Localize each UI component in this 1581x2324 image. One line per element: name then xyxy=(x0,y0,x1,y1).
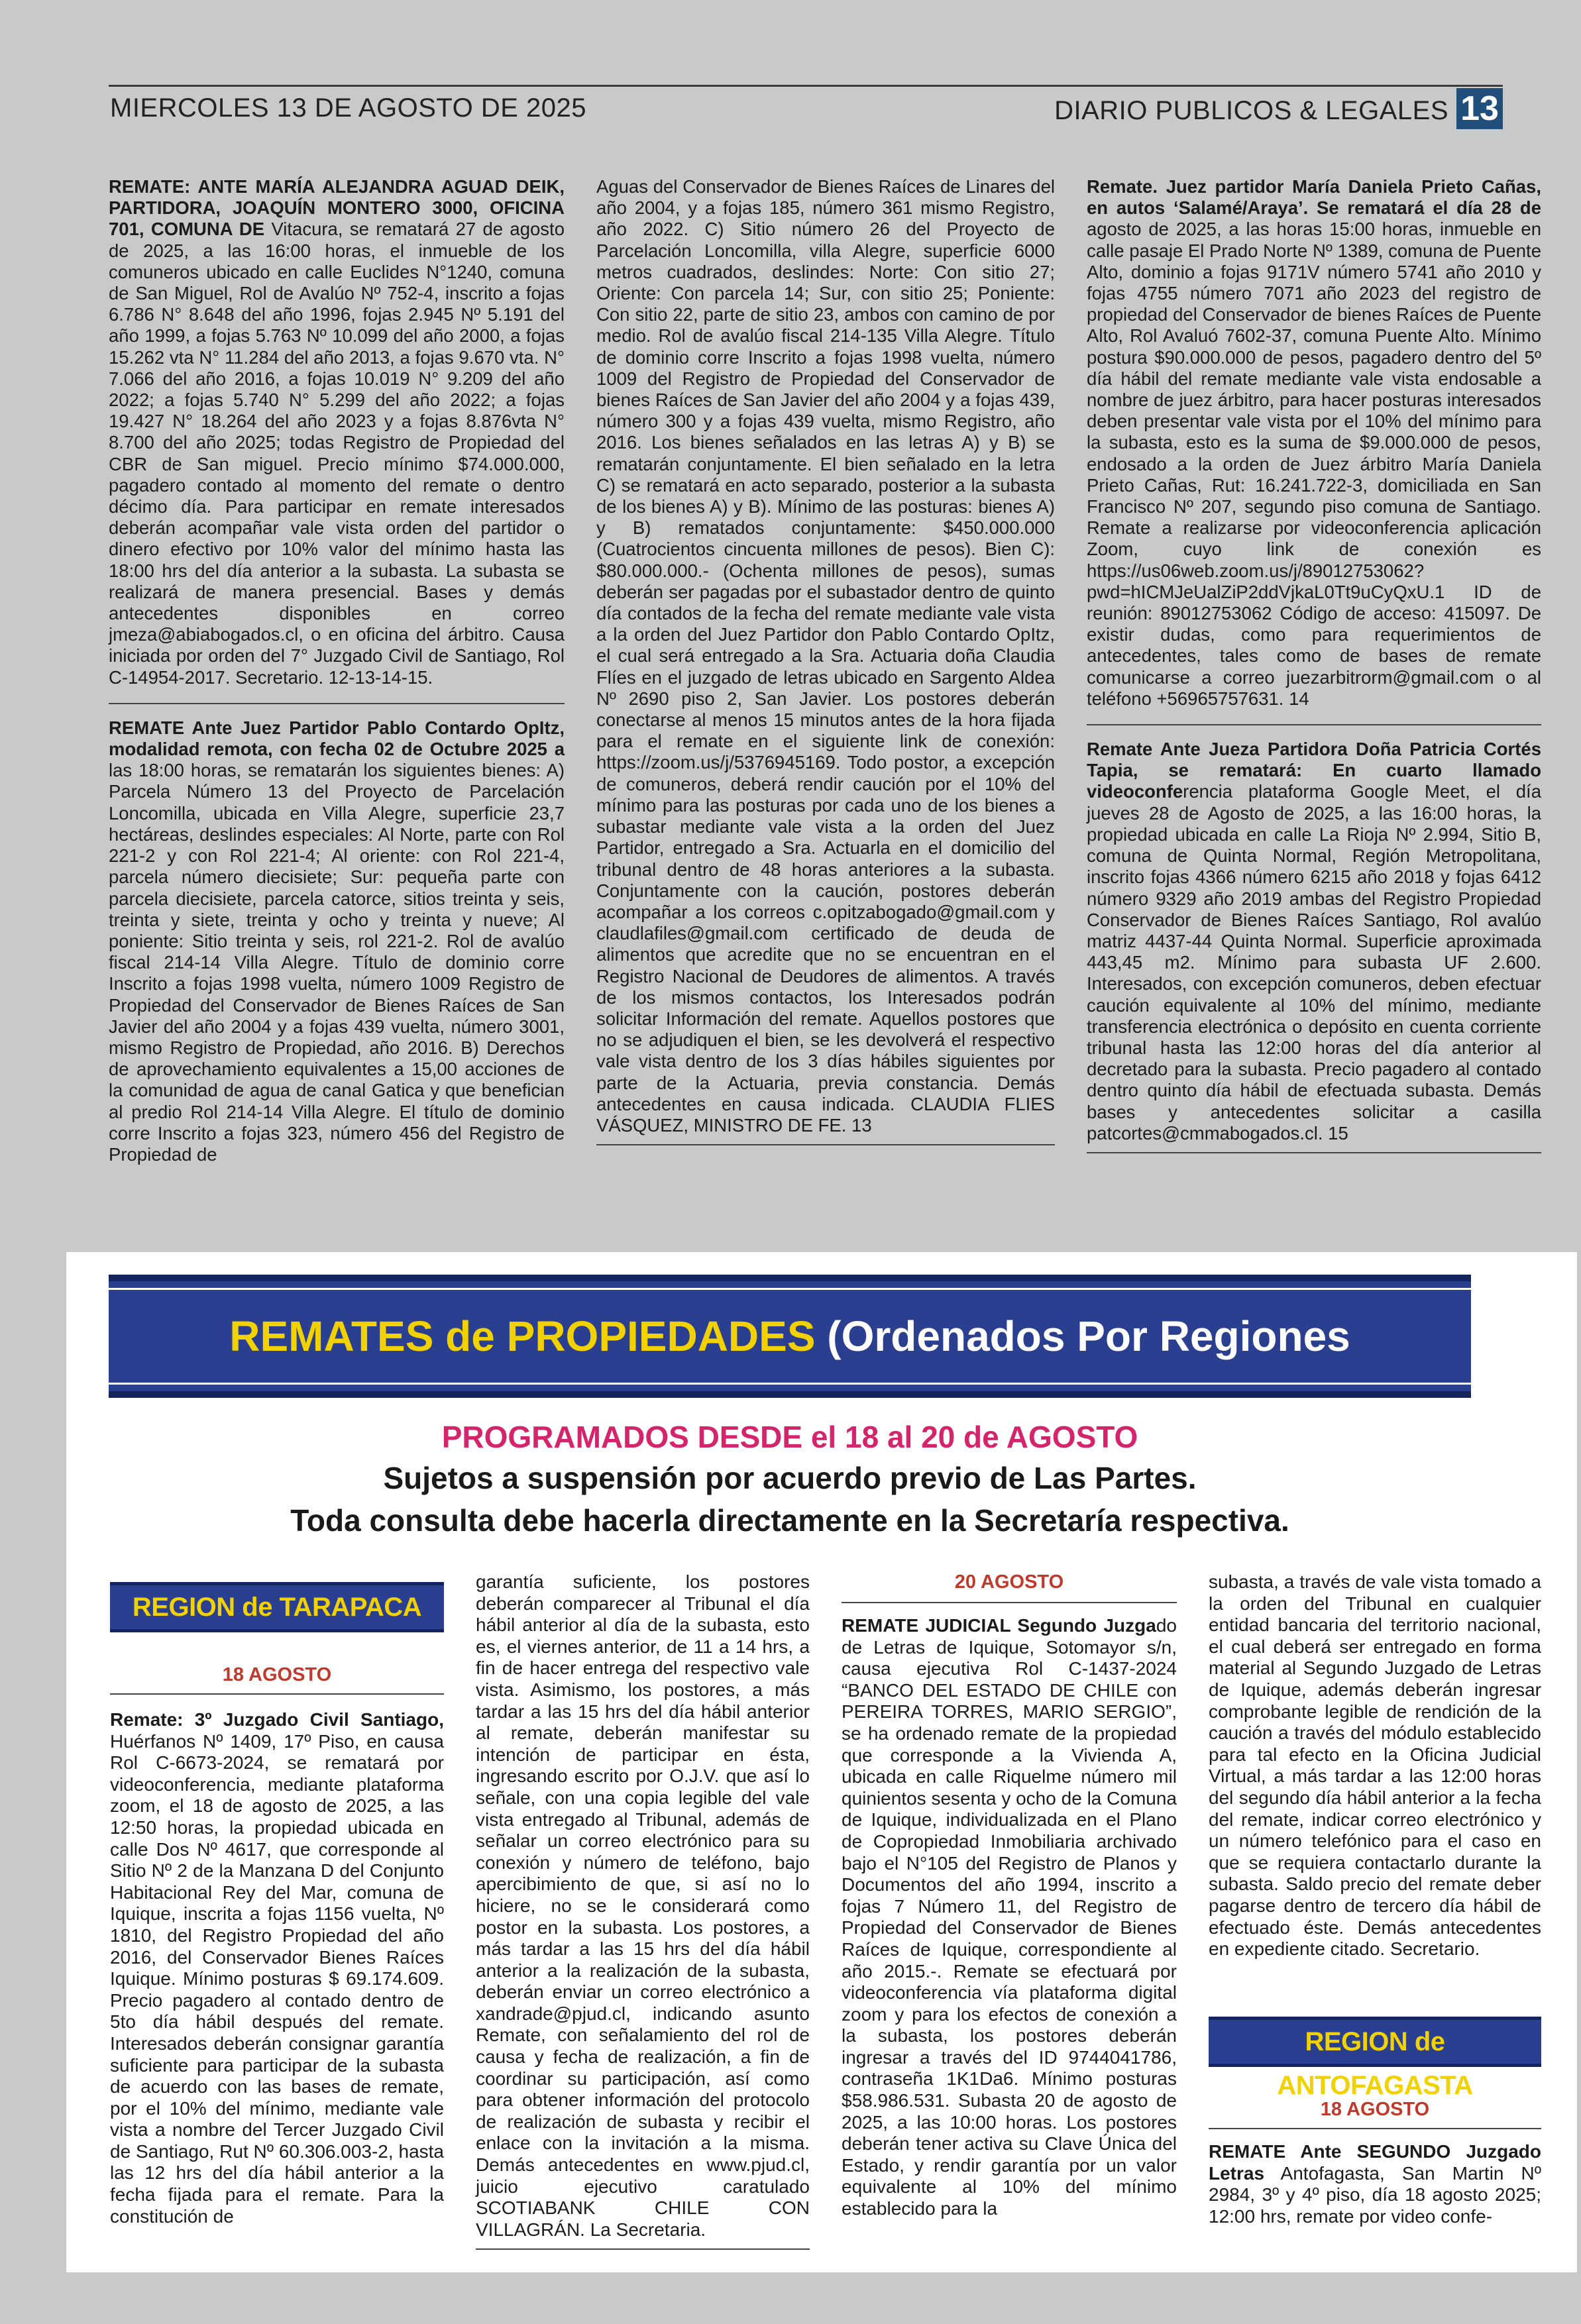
date-rule xyxy=(110,1693,444,1695)
notice-body: Vitacura, se rematará 27 de agosto de 2025, a las 16:00 horas, el inmueble de los comuneros ubicado en calle Euclides N°1240, comuna de San Miguel, Rol de Avalúo Nº 752-4, inscrito a fojas 6.786 N° 8.648 del año 1996, fojas 2.945 Nº 5.191 del año 1999, a fojas 5.763 Nº 10.099 del año 2000, a fojas 15.262 vta N° 11.284 del año 2013, a fojas 9.670 vta. N° 7.066 del año 2016, a fojas 10.019 N° 9.209 del año 2022; a fojas 5.740 N° 5.299 del año 2022; a fojas 19.427 N° 18.264 del año 2023 y a fojas 8.876vta N° 8.700 del año 2025; todas Registro de Propiedad del CBR de San miguel. Precio mínimo $74.000.000, pagadero contado al momento del remate o dentro décimo día. Para participar en remate interesados deberán acompañar vale vista orden del partidor o dinero efectivo por 10% valor del mínimo hasta las 18:00 hrs del día anterior a la subasta. La subasta se realizará de manera presencial. Bases y demás antecedentes disponibles en correo jmeza@abiabogados.cl, o en oficina del árbitro. Causa iniciada por orden del 7° Juzgado Civil de Santiago, Rol C-14954-2017. Secretario. 12-13-14-15. xyxy=(109,219,565,688)
banner-title xyxy=(109,1281,1471,1391)
date-heading: 18 AGOSTO xyxy=(1320,2099,1430,2120)
page-header xyxy=(109,85,1503,129)
issue-date: MIERCOLES 13 DE AGOSTO DE 2025 xyxy=(110,93,586,123)
date-rule xyxy=(1209,2128,1541,2129)
notice-body: subasta, a través de vale vista tomado a la orden del Tribunal en cualquier entidad bancaria del territorio nacional, el cual deberá ser entregado en forma material al Segundo Juzgado de Letras de Iquique, además deberán ingresar comprobante legible de rendición de la caución a través del módulo establecido para tal efecto en la Oficina Judicial Virtual, a más tardar a las 12:00 horas del segundo día hábil anterior a la fecha del remate, indicar correo electrónico y un número telefónico para el caso en que se requiera contactarlo durante la subasta. Saldo precio del remate deber pagarse dentro de tercero día hábil de efectuado éste. Demás antecedentes en expediente citado. Secretario. xyxy=(1209,1571,1541,1960)
date-heading: 18 AGOSTO xyxy=(222,1664,332,1685)
notice-tercer-juzgado-cont xyxy=(476,1571,810,2250)
suspension-note: Sujetos a suspensión por acuerdo previo de Las Partes. xyxy=(383,1461,1197,1495)
banner-title-main: REMATES de PROPIEDADES xyxy=(229,1312,816,1360)
notice-cortes xyxy=(1087,739,1541,1144)
page-number: 13 xyxy=(1456,88,1503,129)
notice-lead: REMATE: ANTE MARÍA ALEJANDRA AGUAD DEIK, PARTIDORA, JOAQUÍN MONTERO 3000, OFICINA 701, COMUNA DE xyxy=(109,176,565,240)
notice-body: Huérfanos Nº 1409, 17º Piso, en causa Rol C-6673-2024, se rematará por videoconferencia, mediante plataforma zoom, el 18 de agosto de 2025, a las 12:50 horas, la propiedad ubicada en calle Dos Nº 4617, que corresponde al Sitio Nº 2 de la Manzana D del Conjunto Habitacional Rey del Mar, comuna de Iquique, inscrita a fojas 1156 vuelta, Nº 1810, del Registro Propiedad del año 2016, del Conservador Bienes Raíces Iquique. Mínimo posturas $ 69.174.609. Precio pagadero al contado dentro de 5to día hábil después del remate. Interesados deberán consignar garantía suficiente para participar de la subasta de acuerdo con las bases de remate, por el 10% del mínimo, mediante vale vista a nombre del Tercer Juzgado Civil de Santiago, Rut Nº 60.306.003-2, hasta las 12 hrs del día hábil anterior a la fecha fijada para el remate. Para la constitución de xyxy=(110,1730,444,2227)
notice-divider xyxy=(109,688,565,704)
notice-segundo-juzgado-iquique-cont xyxy=(1209,1571,1541,1960)
notice-body: las 18:00 horas, se rematarán los siguientes bienes: A) Parcela Número 13 del Proyecto de Parcelación Loncomilla, ubicada en Villa Alegre, superficie 23,7 hectáreas, deslindes especiales: Al Norte, parte con Rol 221-2 y con Rol 221-4; Al oriente: con Rol 221-4, parcela número diecisiete; Sur: pequeña parte con parcela diecisiete, parcela catorce, sitios treinta y seis, treinta y siete, treinta y ocho y treinta y nueve; Al poniente: Sitio treinta y seis, rol 221-2. Rol de avalúo fiscal 214-14 Villa Alegre. Título de dominio corre Inscrito a fojas 1998 vuelta, número 1009 Registro de Propiedad del Conservador de Bienes Raíces de San Javier del año 2004 y a fojas 439 vuelta, número 3001, mismo Registro de Propiedad, año 2016. B) Derechos de aprovechamiento equivalentes a 15,00 acciones de la comunidad de agua de canal Gatica y que benefician al predio Rol 214-14 Villa Alegre. El título de dominio corre Inscrito a fojas 323, número 456 del Registro de Propiedad de xyxy=(109,760,565,1165)
region-label: REGION de TARAPACA xyxy=(132,1593,422,1622)
contact-note: Toda consulta debe hacerla directamente en la Secretaría respectiva. xyxy=(290,1503,1289,1538)
notice-divider xyxy=(1087,710,1541,725)
schedule-heading: PROGRAMADOS DESDE el 18 al 20 de AGOSTO xyxy=(441,1420,1138,1454)
notice-lead: REMATE Ante SEGUNDO Juzgado Letras xyxy=(1209,2141,1541,2184)
banner-title-sub: (Ordenados Por Regiones xyxy=(815,1312,1350,1360)
notice-body: do de Letras de Iquique, Sotomayor s/n, causa ejecutiva Rol C-1437-2024 “BANCO DEL ESTADO DE CHILE con PEREIRA TORRES, MARIO SERGIO”, se ha ordenado remate de la propiedad que corresponde a la Vivienda A, ubicada en calle Riquelme número mil quinientos sesenta y ocho de la Comuna de Iquique, individualizada en el Plano de Copropiedad Inmobiliaria archivado bajo el N°105 del Registro de Planos y Documentos del año 1994, inscrito a fojas 7 Número 11, del Registro de Propiedad del Conservador de Bienes Raíces de Iquique, correspondiente al año 2015.-. Remate se efectuará por videoconferencia vía plataforma digital zoom y para los efectos de conexión a la subasta, los postores deberán ingresar a través del ID 9744041786, contraseña 1K1Da6. Mínimo posturas $58.986.531. Subasta 20 de agosto de 2025, a las 10:00 horas. Los postores deberán tener activa su Clave Única del Estado, y rendir garantía por un valor equivalente al 10% del mínimo establecido para la xyxy=(842,1615,1177,2219)
notice-body: agosto de 2025, a las horas 15:00 horas, inmueble en calle pasaje El Prado Norte Nº 1389, comuna de Puente Alto, dominio a fojas 9171V número 5741 año 2010 y fojas 4755 número 7071 año 2023 del registro de propiedad del Conservador de bienes Raíces de Puente Alto, Rol Avaluó 7602-37, comuna Puente Alto. Mínimo postura $90.000.000 de pesos, pagadero dentro del 5º día hábil del remate mediante vale vista endosable a nombre de juez árbitro, para hacer posturas interesados deben presentar vale vista por el 10% del mínimo para la subasta, esto es la suma de $9.000.000 de pesos, endosado a la orden de Juez árbitro María Daniela Prieto Cañas, Rut: 16.241.722-3, domiciliada en San Francisco Nº 207, segundo piso comuna de Santiago. Remate a realizarse por videoconferencia aplicación Zoom, cuyo link de conexión es https://us06web.zoom.us/j/89012753062?pwd=hICMJeUalZiP2ddVjkaL0Tt9uCyQxU.1 ID de reunión: 89012753062 Código de acceso: 415097. De existir dudas, como para requerimientos de antecedentes, tales como de bases de remate comunicarse a correo juezarbitrorm@gmail.com o al teléfono +56965757631. 14 xyxy=(1087,219,1541,709)
notice-lead: Remate Ante Jueza Partidora Doña Patricia Cortés Tapia, se rematará: En cuarto llamado videoconfe xyxy=(1087,739,1541,802)
notice-body: rencia plataforma Google Meet, el día jueves 28 de Agosto de 2025, a las 16:00 horas, la propiedad ubicada en calle La Rioja Nº 2.994, Sitio B, comuna de Quinta Normal, Región Metropolitana, inscrito fojas 4366 número 6215 año 2018 y fojas 6412 número 9329 año 2019 ambas del Registro Propiedad Conservador de Bienes Raíces Santiago, Rol avalúo matriz 4437-44 Quinta Normal. Superficie aproximada 443,45 m2. Mínimo para subasta UF 2.600. Interesados, con excepción comuneros, deben efectuar caución equivalente al 10% del mínimo, mediante transferencia electrónica o depósito en cuenta corriente tribunal hasta las 12:00 horas del día anterior al decretado para la subasta. Precio pagadero al contado dentro quinto día hábil de efectuada subasta. Demás bases y antecedentes solicitar a casilla patcortes@cmmabogados.cl. 15 xyxy=(1087,781,1541,1143)
notice-tercer-juzgado xyxy=(110,1709,444,2227)
notice-lead: Remate. Juez partidor María Daniela Prieto Cañas, en autos ‘Salamé/Araya’. Se rematará el día 28 de xyxy=(1087,176,1541,219)
date-rule xyxy=(842,1602,1177,1603)
notice-contardo xyxy=(109,717,565,1165)
notice-divider xyxy=(1087,1144,1541,1153)
region-tarapaca-header xyxy=(110,1582,444,1632)
notice-aguad xyxy=(109,176,565,688)
notice-lead: Remate: 3º Juzgado Civil Santiago, xyxy=(110,1709,444,1730)
notice-segundo-juzgado-iquique xyxy=(842,1615,1177,2220)
region-label: REGION de ANTOFAGASTA xyxy=(1277,2027,1473,2100)
notice-column-3 xyxy=(1087,176,1541,1153)
notice-body: garantía suficiente, los postores deberán comparecer al Tribunal el día hábil anterior al día de la subasta, esto es, el viernes anterior, de 11 a 14 hrs, a fin de hacer entrega del respectivo vale vista. Asimismo, los postores, a más tardar a las 15 hrs del día hábil anterior al remate, deberán manifestar su intención de participar en ésta, ingresando escrito por O.J.V. que así lo señale, con una copia legible del vale vista entregado al Tribunal, además de señalar un correo electrónico para su conexión y número de teléfono, bajo apercibimiento de que, si así no lo hiciere, no se le considerará como postor en la subasta. Los postores, a más tardar a las 15 hrs del día hábil anterior a la realización de la subasta, deberán enviar un correo electrónico a xandrade@pjud.cl, indicando asunto Remate, con señalamiento del rol de causa y fecha de realización, a fin de coordinar su participación, así como para obtener información del protocolo de realización de subasta y recibir el enlace con la invitación a la misma. Demás antecedentes en www.pjud.cl, juicio ejecutivo caratulado SCOTIABANK CHILE CON VILLAGRÁN. La Secretaria. xyxy=(476,1571,810,2240)
region-antofagasta-header xyxy=(1209,2017,1541,2100)
notice-divider xyxy=(476,2241,810,2250)
notice-column-1 xyxy=(109,176,565,1165)
date-heading: 20 AGOSTO xyxy=(954,1571,1064,1593)
notice-lead: REMATE Ante Juez Partidor Pablo Contardo OpItz, modalidad remota, con fecha 02 de Octubre 2025 a xyxy=(109,717,565,760)
notice-antofagasta xyxy=(1209,2141,1541,2227)
notice-body: Antofagasta, San Martin Nº 2984, 3º y 4º piso, día 18 agosto 2025; 12:00 hrs, remate por video confe- xyxy=(1209,2162,1541,2227)
remates-banner xyxy=(109,1275,1471,1398)
notice-prieto xyxy=(1087,176,1541,710)
notice-contardo-cont: Aguas del Conservador de Bienes Raíces de Linares del año 2004, y a fojas 185, número 361 mismo Registro, año 2022. C) Sitio número 26 del Proyecto de Parcelación Loncomilla, villa Alegre, superficie 6000 metros cuadrados, deslindes: Norte: Con sitio 27; Oriente: Con parcela 14; Sur, con sitio 25; Poniente: Con sitio 22, parte de sitio 23, ambos con camino de por medio. Rol de avalúo fiscal 214-135 Villa Alegre. Título de dominio corre Inscrito a fojas 1998 vuelta, número 1009 del Registro de Propiedad del Conservador de bienes Raíces de San Javier del año 2004 y a fojas 439, número 300 y a fojas 439 vuelta, mismo Registro, año 2016. Los bienes señalados en las letras A) y B) se rematarán conjuntamente. El bien señalado en la letra C) se rematará en acto separado, posterior a la subasta de los bienes A) y B). Mínimo de las posturas: bienes A) y B) rematados conjuntamente: $450.000.000 (Cuatrocientos cincuenta millones de pesos). Bien C): $80.000.000.- (Ochenta millones de pesos), sumas deberán ser pagadas por el subastador dentro de quinto día contados de la fecha del remate mediante vale vista a la orden del Juez Partidor don Pablo Contardo OpItz, el cual será entregado a la Sra. Actuaria doña Claudia Flíes en el juzgado de letras ubicado en Sargento Aldea Nº 2690 piso 2, San Javier. Los postores deberán conectarse al menos 15 minutos antes de la hora fijada para el remate en el siguiente link de conexión: https://zoom.us/j/5376945169. Todo postor, a excepción de comuneros, deberá rendir caución por el 10% del mínimo para las posturas por cada uno de los bienes a subastar mediante vale vista a la orden del Juez Partidor, entregado a Sra. Actuarla en el domicilio del tribunal dentro de 48 horas anteriores a la subasta. Conjuntamente con la caución, postores deberán acompañar a los correos c.opitzabogado@gmail.com y claudlafiles@gmail.com certificado de deuda de alimentos que acredite que no se encuentran en el Registro Nacional de Deudores de alimentos. A través de los mismos contactos, los Interesados podrán solicitar Información del remate. Aquellos postores que no se adjudiquen el bien, se les devolverá el respectivo vale vista dentro de los 3 días hábiles siguientes por parte de la Actuaria, previa constancia. Demás antecedentes en causa indicada. CLAUDIA FLIES VÁSQUEZ, MINISTRO DE FE. 13 xyxy=(596,176,1055,1136)
newspaper-name: DIARIO PUBLICOS & LEGALES xyxy=(1054,96,1448,125)
notice-divider xyxy=(596,1136,1055,1145)
notice-lead: REMATE JUDICIAL Segundo Juzga xyxy=(842,1615,1156,1636)
notice-column-2 xyxy=(596,176,1055,1145)
